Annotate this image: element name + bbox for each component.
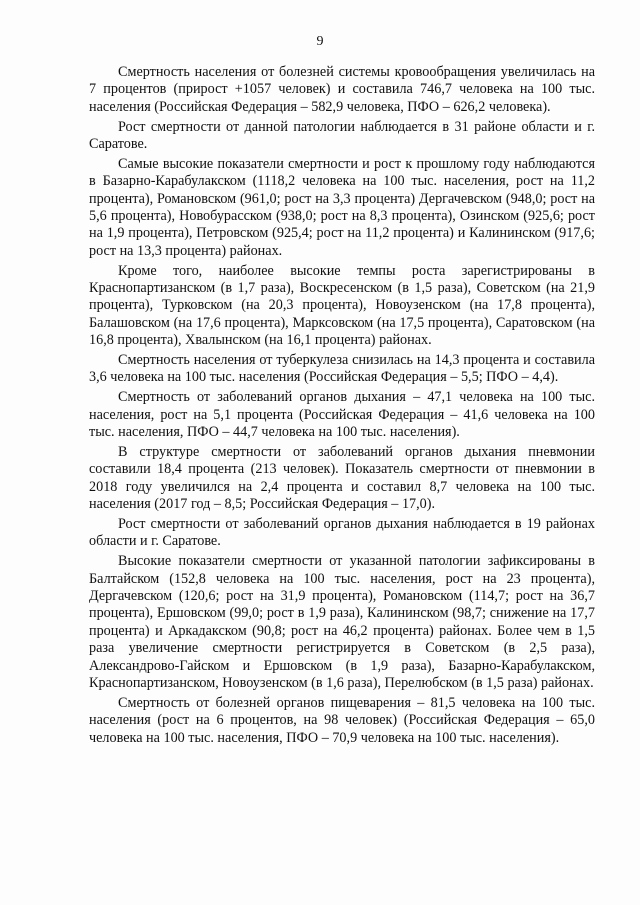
paragraph-cardiovascular-growth-districts: Рост смертности от данной патологии наблюдается в 31 районе области и г. Саратове. [89,118,595,153]
paragraph-respiratory-growth-districts: Рост смертности от заболеваний органов дыхания наблюдается в 19 районах области и г. Саратове. [89,515,595,550]
page-number: 9 [316,34,324,49]
paragraph-tuberculosis: Смертность населения от туберкулеза снизилась на 14,3 процента и составила 3,6 человека на 100 тыс. населения (Российская Федерация – 5,5; ПФО – 4,4). [89,352,595,386]
paragraph-cardiovascular-mortality: Смертность населения от болезней системы кровообращения увеличилась на 7 процентов (прирост +1057 человек) и составила 746,7 человека на 100 тыс. населения (Российская Федерация – 582,9 человека, ПФО – 626,2 человека). [89,64,595,115]
paragraph-respiratory-high-rates: Высокие показатели смертности от указанной патологии зафиксированы в Балтайском (152,8 человека на 100 тыс. населения, рост на 23 процента), Дергачевском (120,6; рост на 31,9 процента), Романовском (114,7; рост на 36,7 процента), Ершовском (99,0; рост в 1,9 раза), Калининском (98,7; снижение на 17,7 процента) и Аркадакском (90,8; рост на 46,2 процента) районах. Более чем в 1,5 раза увеличение смертности регистрируется в Советском (в 2,5 раза), Александрово-Гайском и Ершовском (в 1,9 раза), Базарно-Карабулакском, Краснопартизанском, Новоузенском (в 1,6 раза), Перелюбском (в 1,5 раза) районах. [89,553,595,691]
paragraph-growth-rates: Кроме того, наиболее высокие темпы роста зарегистрированы в Краснопартизанском (в 1,7 раза), Воскресенском (в 1,5 раза), Советском (на 21,9 процента), Турковском (на 20,3 процента), Новоузенском (на 17,8 процента), Балашовском (на 17,6 процента), Марксовском (на 17,5 процента), Саратовском (на 16,8 процента), Хвалынском (на 16,1 процента) районах. [89,262,595,349]
paragraph-digestive-mortality: Смертность от болезней органов пищеварения – 81,5 человека на 100 тыс. населения (рост на 6 процентов, на 98 человек) (Российская Федерация – 65,0 человека на 100 тыс. населения, ПФО – 70,9 человека на 100 тыс. населения). [89,694,595,746]
paragraph-highest-rates: Самые высокие показатели смертности и рост к прошлому году наблюдаются в Базарно-Карабулакском (1118,2 человека на 100 тыс. населения, рост на 11,2 процента), Романовском (961,0; рост на 3,3 процента) Дергачевском (948,0; рост на 5,6 процента), Новобурасском (938,0; рост на 8,3 процента), Озинском (925,6; рост на 1,9 процента), Петровском (925,4; рост на 11,2 процента) и Калининском (917,6; рост на 13,3 процента) районах. [89,155,595,259]
body-text [89,64,595,749]
paragraph-respiratory-mortality: Смертность от заболеваний органов дыхания – 47,1 человека на 100 тыс. населения, рост на 5,1 процента (Российская Федерация – 41,6 человека на 100 тыс. населения, ПФО – 44,7 человека на 100 тыс. населения). [89,389,595,441]
paragraph-pneumonia: В структуре смертности от заболеваний органов дыхания пневмонии составили 18,4 процента (213 человек). Показатель смертности от пневмонии в 2018 году увеличился на 2,4 процента и составил 8,7 человека на 100 тыс. населения (2017 год – 8,5; Российская Федерация – 17,0). [89,443,595,513]
